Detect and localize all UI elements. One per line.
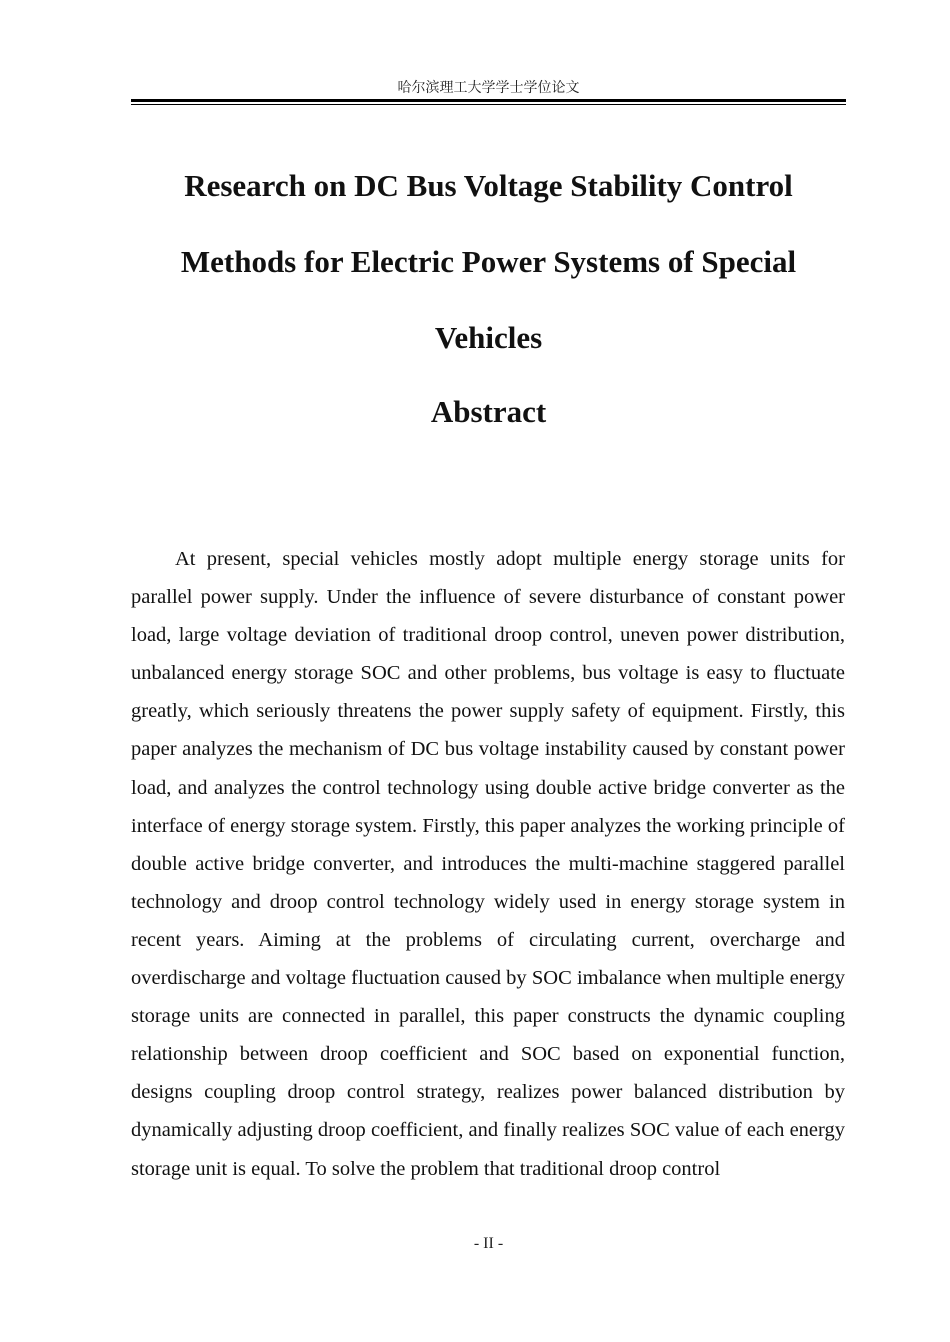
paper-title: Research on DC Bus Voltage Stability Control Methods for Electric Power Systems of Special Vehicles — [180, 168, 797, 355]
abstract-body: At present, special vehicles mostly adopt multiple energy storage units for parallel power supply. Under the influence of severe disturbance of constant power load, large voltage deviation of traditional droop control, uneven power distribution, unbalanced energy storage SOC and other problems, bus voltage is easy to fluctuate greatly, which seriously threatens the power supply safety of equipment. Firstly, this paper analyzes the mechanism of DC bus voltage instability caused by constant power load, and analyzes the control technology using double active bridge converter as the interface of energy storage system. Firstly, this paper analyzes the working principle of double active bridge converter, and introduces the multi-machine staggered parallel technology and droop control technology widely used in energy storage system in recent years. Aiming at the problems of circulating current, overcharge and overdischarge and voltage fluctuation caused by SOC imbalance when multiple energy storage units are connected in parallel, this paper constructs the dynamic coupling relationship between droop coefficient and SOC based on exponential function, designs coupling droop control strategy, realizes power balanced distribution by dynamically adjusting droop coefficient, and finally realizes SOC value of each energy storage unit is equal. To solve the problem that traditional droop control — [131, 548, 845, 1180]
abstract-heading: Abstract — [430, 394, 547, 429]
header-rule-thick — [131, 99, 846, 102]
running-header: 哈尔滨理工大学学士学位论文 — [397, 80, 580, 96]
page-number: - II - — [473, 1235, 504, 1252]
header-rule-thin — [131, 104, 846, 105]
